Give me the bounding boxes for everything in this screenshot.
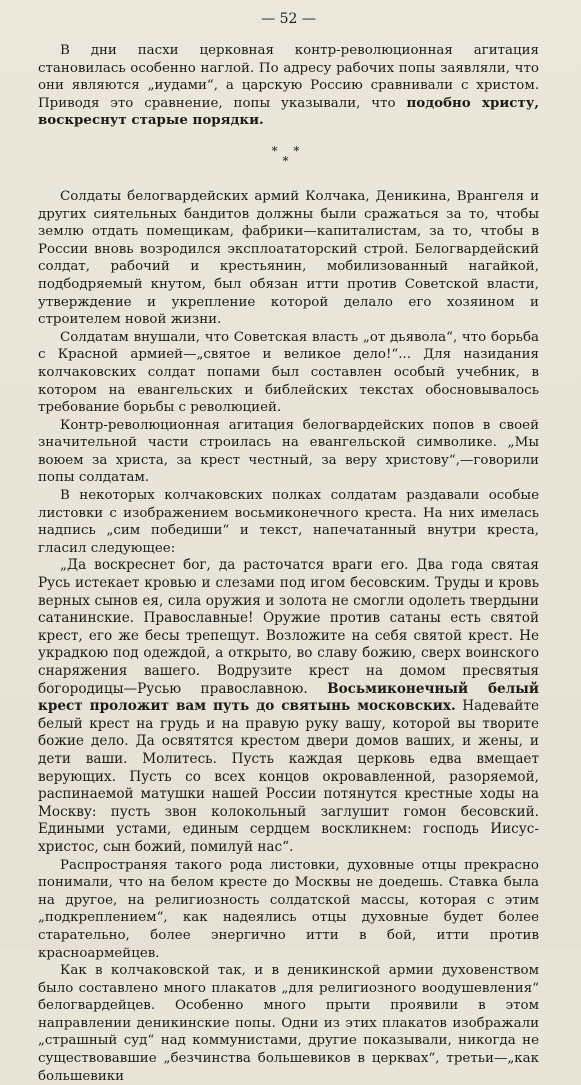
paragraph-easter-agitation [38,42,539,130]
divider-bottom: * [282,153,295,168]
leaflet-quote-start: „Да воскреснет бог, да расточатся враги его. Два года святая Русь истекает кровью и слезами под игом бесовским. Труды и кровь верных сынов ея, сила оружия и золота не смогли одолеть твердыни сатанинские. Православные! Оружие против сатаны есть святой крест, его же бесы трепещут. Возложите на себя святой крест. Не украдкою под одеждой, а открыто, во славу божию, сверх воинского снаряжения вашего. Водрузите крест на домом пресвятыя богородицы—Русью православною. [38,557,539,697]
paragraph-spiritual-fathers: Распространяя такого рода листовки, духовные отцы прекрасно понимали, что на белом кресте до Москвы не доедешь. Ставка была на другое, на религиозность солдатской массы, которая с этим „подкреплением“, как надеялись отцы духовные будет более старательно, более энергично итти в бой, итти против красноармейцев. [38,857,539,961]
leaflet-quote-end: Надевайте белый крест на грудь и на правую руку вашу, которой вы творите божие дело. Да освятятся крестом двери домов ваших, и жены, и дети ваши. Молитесь. Пусть каждая церковь едва вмещает верующих. Пусть со всех концов окровавленной, разоряемой, распинаемой матушки нашей России потянутся крестные ходы на Москву: пусть звон колокольный заглушит гомон бесовский. Едиными устами, единым сердцем воскликнем: господь Иисус-христос, сын божий, помилуй нас“. [38,698,540,855]
divider-top: * * [271,143,306,158]
paragraph-easter-agitation-text: В дни пасхи церковная контр-революционная агитация становилась особенно наглой. По адресу рабочих попы заявляли, что они являются „иудами“, а царскую Россию сравнивали с христом. Приводя это сравнение, попы указывали, что [38,43,539,111]
paragraph-easter-agitation-bold: подобно христу, воскреснут старые порядки. [38,94,539,129]
section-divider-asterisks [38,143,539,168]
paragraph-posters: Как в колчаковской так, и в деникинской армии духовенством было составлено много плакатов „для религиозного воодушевления“ белогвардейцев. Особенно много прыти проявили в этом направлении деникинские попы. Одни из этих плакатов изображали „страшный суд“ над коммунистами, другие показывали, никогда не существовавшие „безчинства большевиков в церквах“, третьи—„как большевики [38,963,539,1084]
paragraph-white-soldiers: Солдаты белогвардейских армий Колчака, Деникина, Врангеля и других сиятельных бандитов должны были сражаться за то, чтобы землю отдать помещикам, фабрики—капиталистам, за то, чтобы в России вновь возродился эксплоататорский строй. Белогвардейский солдат, рабочий и крестьянин, мобилизованный нагайкой, подбодряемый кнутом, был обязан итти против Советской власти, утверждение и укрепление которой делало его хозяином и строителем новой жизни. [38,188,539,328]
paragraph-leaflets-cross: В некоторых колчаковских полках солдатам раздавали особые листовки с изображением восьмиконечного креста. На них имелась надпись „сим победиши“ и текст, напечатанный внутри креста, гласил следующее: [38,488,539,556]
paragraph-gospel-symbolism: Контр-революционная агитация белогвардейских попов в своей значительной части строилась на евангельской символике. „Мы воюем за христа, за крест честный, за веру христову“,—говорили попы солдатам. [38,417,539,486]
paragraph-leaflet-quote [38,557,539,856]
paragraph-soviet-power-devil: Солдатам внушали, что Советская власть „от дьявола“, что борьба с Красной армией—„святое и великое дело!“... Для назидания колчаковских солдат попами был составлен особый учебник, в котором на евангельских и библейских текстах обосновывалось требование борьбы с революцией. [38,329,539,416]
page-number: — 52 — [261,11,316,27]
leaflet-quote-bold: Восьмиконечный белый крест проложит вам путь до святынь московских. [38,680,539,715]
